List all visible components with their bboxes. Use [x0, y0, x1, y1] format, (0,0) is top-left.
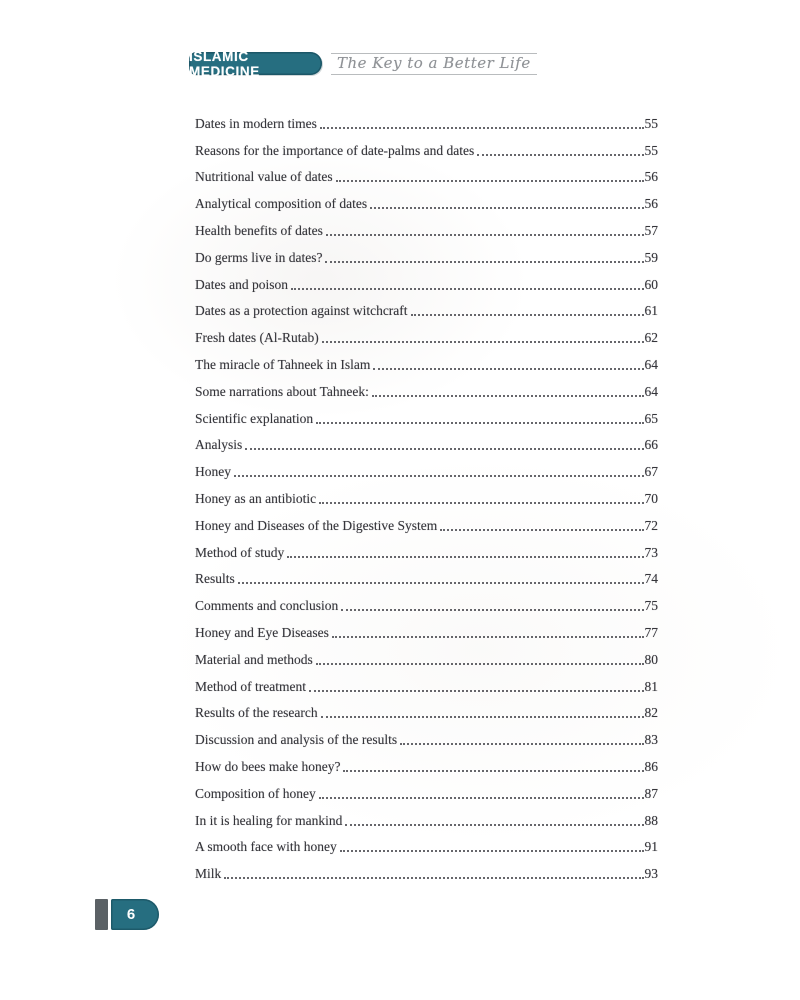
toc-entry-page-number: 64 [644, 383, 658, 399]
dotted-leader [320, 127, 644, 129]
toc-entry-page-number: 81 [644, 678, 658, 694]
toc-entry [195, 615, 658, 642]
toc-entry [195, 588, 658, 615]
toc-entry-title: The miracle of Tahneek in Islam [195, 356, 371, 372]
toc-entry-title: Analysis [195, 437, 243, 453]
toc-entry-page-number: 62 [644, 330, 658, 346]
toc-entry [195, 160, 658, 187]
toc-entry [195, 508, 658, 535]
toc-entry-page-number: 70 [644, 490, 658, 506]
dotted-leader [234, 475, 644, 477]
toc-entry [195, 294, 658, 321]
dotted-leader [245, 448, 643, 450]
toc-entry-title: Dates in modern times [195, 115, 317, 131]
toc-entry [195, 722, 658, 749]
toc-entry-title: Milk [195, 866, 222, 882]
toc-entry [195, 186, 658, 213]
toc-entry-page-number: 73 [644, 544, 658, 560]
toc-entry-page-number: 59 [644, 249, 658, 265]
toc-entry-page-number: 86 [644, 758, 658, 774]
dotted-leader [400, 743, 643, 745]
toc-entry-page-number: 82 [644, 705, 658, 721]
toc-entry-title: How do bees make honey? [195, 758, 341, 774]
toc-entry [195, 642, 658, 669]
page-number-badge: 6 [111, 899, 159, 930]
dotted-leader [343, 770, 643, 772]
toc-entry [195, 401, 658, 428]
toc-entry [195, 776, 658, 803]
toc-entry [195, 481, 658, 508]
toc-entry-page-number: 56 [644, 196, 658, 212]
toc-entry-title: Dates and poison [195, 276, 288, 292]
toc-entry-page-number: 64 [644, 356, 658, 372]
dotted-leader [321, 716, 644, 718]
toc-entry [195, 133, 658, 160]
toc-entry-title: Results [195, 571, 235, 587]
toc-entry [195, 830, 658, 857]
toc-entry-title: Honey and Diseases of the Digestive System [195, 517, 438, 533]
toc-entry-title: Honey and Eye Diseases [195, 624, 329, 640]
toc-entry-title: Composition of honey [195, 785, 316, 801]
dotted-leader [319, 502, 643, 504]
toc-entry [195, 669, 658, 696]
dotted-leader [440, 529, 643, 531]
dotted-leader [336, 180, 644, 182]
dotted-leader [372, 395, 644, 397]
toc-entry-page-number: 57 [644, 222, 658, 238]
toc-entry-title: Some narrations about Tahneek: [195, 383, 369, 399]
toc-entry-page-number: 60 [644, 276, 658, 292]
toc-entry-page-number: 55 [644, 115, 658, 131]
dotted-leader [326, 234, 644, 236]
dotted-leader [370, 207, 643, 209]
dotted-leader [291, 288, 644, 290]
book-title-badge: ISLAMIC MEDICINE [189, 52, 322, 75]
toc-entry-page-number: 67 [644, 464, 658, 480]
toc-entry-page-number: 93 [644, 866, 658, 882]
toc-entry-page-number: 74 [644, 571, 658, 587]
dotted-leader [373, 368, 643, 370]
toc-entry [195, 374, 658, 401]
dotted-leader [309, 690, 644, 692]
toc-entry-title: Honey as an antibiotic [195, 490, 317, 506]
toc-entry-page-number: 88 [644, 812, 658, 828]
toc-entry-title: Nutritional value of dates [195, 169, 333, 185]
toc-entry-title: Reasons for the importance of date-palms and dates [195, 142, 475, 158]
dotted-leader [341, 609, 643, 611]
book-tagline: The Key to a Better Life [331, 53, 537, 75]
dotted-leader [477, 154, 643, 156]
table-of-contents [195, 106, 658, 883]
toc-entry-page-number: 72 [644, 517, 658, 533]
toc-entry-title: Dates as a protection against witchcraft [195, 303, 408, 319]
toc-entry-page-number: 55 [644, 142, 658, 158]
toc-entry-title: Health benefits of dates [195, 222, 323, 238]
toc-entry [195, 240, 658, 267]
toc-entry-title: Honey [195, 464, 231, 480]
dotted-leader [238, 582, 644, 584]
toc-entry-title: Fresh dates (Al-Rutab) [195, 330, 319, 346]
dotted-leader [325, 261, 643, 263]
dotted-leader [345, 824, 643, 826]
toc-entry-page-number: 66 [644, 437, 658, 453]
toc-entry [195, 454, 658, 481]
toc-entry-page-number: 87 [644, 785, 658, 801]
dotted-leader [411, 314, 644, 316]
toc-entry [195, 428, 658, 455]
page-header [189, 48, 537, 79]
toc-entry-page-number: 61 [644, 303, 658, 319]
toc-entry [195, 213, 658, 240]
toc-entry-page-number: 65 [644, 410, 658, 426]
toc-entry-title: Scientific explanation [195, 410, 314, 426]
toc-entry-title: Comments and conclusion [195, 598, 339, 614]
toc-entry-title: Method of treatment [195, 678, 306, 694]
footer-page-tab [0, 899, 159, 930]
toc-entry [195, 347, 658, 374]
toc-entry-page-number: 80 [644, 651, 658, 667]
toc-entry [195, 267, 658, 294]
dotted-leader [224, 877, 643, 879]
toc-entry [195, 562, 658, 589]
toc-entry-page-number: 75 [644, 598, 658, 614]
toc-entry-title: Do germs live in dates? [195, 249, 323, 265]
toc-entry-page-number: 83 [644, 732, 658, 748]
footer-gray-bar [95, 899, 108, 930]
toc-entry-title: In it is healing for mankind [195, 812, 343, 828]
dotted-leader [319, 797, 644, 799]
dotted-leader [332, 636, 644, 638]
toc-entry [195, 803, 658, 830]
dotted-leader [340, 850, 644, 852]
dotted-leader [322, 341, 644, 343]
toc-entry-title: Discussion and analysis of the results [195, 732, 398, 748]
toc-entry [195, 535, 658, 562]
toc-entry [195, 106, 658, 133]
dotted-leader [287, 556, 643, 558]
toc-entry [195, 749, 658, 776]
toc-entry-title: Results of the research [195, 705, 318, 721]
toc-entry [195, 320, 658, 347]
toc-entry [195, 856, 658, 883]
toc-entry-page-number: 77 [644, 624, 658, 640]
toc-entry-page-number: 91 [644, 839, 658, 855]
dotted-leader [316, 663, 644, 665]
toc-entry [195, 696, 658, 723]
toc-entry-title: Analytical composition of dates [195, 196, 368, 212]
toc-entry-title: Method of study [195, 544, 285, 560]
toc-entry-page-number: 56 [644, 169, 658, 185]
dotted-leader [316, 422, 643, 424]
toc-entry-title: Material and methods [195, 651, 313, 667]
toc-entry-title: A smooth face with honey [195, 839, 337, 855]
